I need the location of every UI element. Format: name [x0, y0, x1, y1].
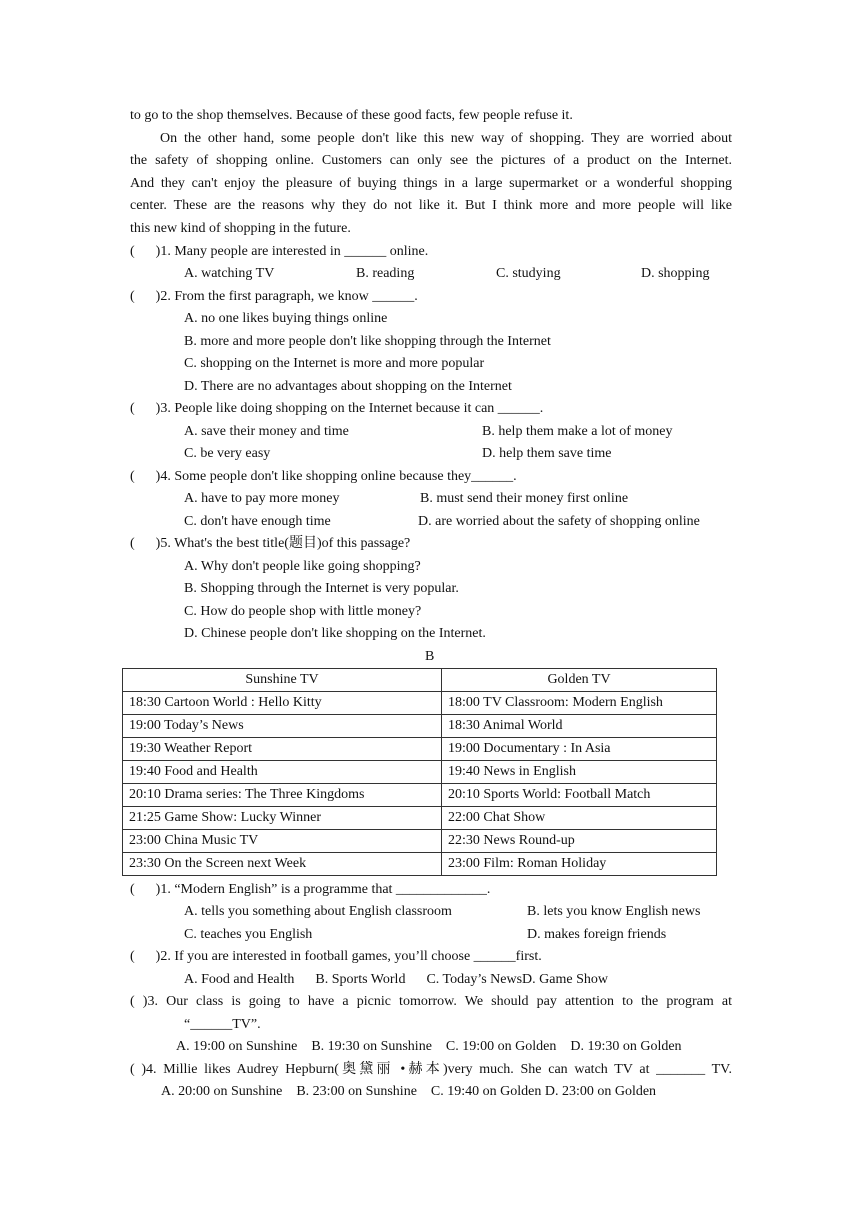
question-b1-option-a: A. tells you something about English classroom	[184, 904, 452, 919]
question-a2-stem: ( )2. From the first paragraph, we know ______.	[130, 289, 418, 304]
question-b4-stem: ( )4. Millie likes Audrey Hepburn(奥黛丽 •赫本)very much. She can watch TV at _______ TV.	[130, 1062, 732, 1077]
question-a1-option-a: A. watching TV	[184, 266, 275, 281]
question-a3-option-a: A. save their money and time	[184, 424, 349, 439]
question-a1-option-c: C. studying	[496, 266, 561, 281]
passage-line-5: center. These are the reasons why they do not like it. But I think more and more people will like	[130, 198, 732, 213]
table-cell: 19:40 Food and Health	[123, 761, 442, 784]
table-row	[123, 853, 717, 876]
question-a4-option-c: C. don't have enough time	[184, 514, 331, 529]
table-cell: 18:30 Cartoon World : Hello Kitty	[123, 692, 442, 715]
question-b1-option-c: C. teaches you English	[184, 927, 313, 942]
question-a5-option-d: D. Chinese people don't like shopping on the Internet.	[184, 626, 486, 641]
table-cell: 23:00 Film: Roman Holiday	[442, 853, 717, 876]
table-row	[123, 807, 717, 830]
table-cell: 22:30 News Round-up	[442, 830, 717, 853]
question-b1-option-b: B. lets you know English news	[527, 904, 701, 919]
question-a3-option-b: B. help them make a lot of money	[482, 424, 673, 439]
question-b3-stem: ( )3. Our class is going to have a picnic tomorrow. We should pay attention to the program at	[130, 994, 732, 1009]
question-b3-options: A. 19:00 on Sunshine B. 19:30 on Sunshine C. 19:00 on Golden D. 19:30 on Golden	[176, 1039, 682, 1054]
question-a5-option-a: A. Why don't people like going shopping?	[184, 559, 421, 574]
table-row	[123, 692, 717, 715]
table-row	[123, 761, 717, 784]
question-a3-stem: ( )3. People like doing shopping on the Internet because it can ______.	[130, 401, 544, 416]
table-header-row	[123, 669, 717, 692]
table-header-golden: Golden TV	[442, 669, 717, 692]
question-a2-option-d: D. There are no advantages about shopping on the Internet	[184, 379, 512, 394]
table-cell: 20:10 Sports World: Football Match	[442, 784, 717, 807]
passage-line-1: to go to the shop themselves. Because of these good facts, few people refuse it.	[130, 108, 573, 123]
question-b1-option-d: D. makes foreign friends	[527, 927, 667, 942]
table-cell: 18:00 TV Classroom: Modern English	[442, 692, 717, 715]
table-cell: 23:30 On the Screen next Week	[123, 853, 442, 876]
question-b1-stem: ( )1. “Modern English” is a programme that _____________.	[130, 882, 491, 897]
table-row	[123, 830, 717, 853]
table-cell: 18:30 Animal World	[442, 715, 717, 738]
question-a1-option-d: D. shopping	[641, 266, 710, 281]
question-a2-option-c: C. shopping on the Internet is more and more popular	[184, 356, 485, 371]
question-a4-option-b: B. must send their money first online	[420, 491, 629, 506]
table-cell: 23:00 China Music TV	[123, 830, 442, 853]
table-cell: 20:10 Drama series: The Three Kingdoms	[123, 784, 442, 807]
question-a3-option-d: D. help them save time	[482, 446, 612, 461]
question-b2-stem: ( )2. If you are interested in football games, you’ll choose ______first.	[130, 949, 542, 964]
question-a2-option-a: A. no one likes buying things online	[184, 311, 388, 326]
tv-schedule-table	[122, 668, 717, 876]
question-a5-stem: ( )5. What's the best title(题目)of this passage?	[130, 536, 411, 551]
passage-line-3: the safety of shopping online. Customers can only see the pictures of a product on the Internet.	[130, 153, 732, 168]
table-cell: 22:00 Chat Show	[442, 807, 717, 830]
question-a3-option-c: C. be very easy	[184, 446, 271, 461]
question-a4-option-a: A. have to pay more money	[184, 491, 340, 506]
table-cell: 19:30 Weather Report	[123, 738, 442, 761]
passage-line-4: And they can't enjoy the pleasure of buying things in a large supermarket or a wonderful shopping	[130, 176, 732, 191]
table-row	[123, 738, 717, 761]
question-a5-option-b: B. Shopping through the Internet is very popular.	[184, 581, 459, 596]
table-row	[123, 784, 717, 807]
table-cell: 19:00 Today’s News	[123, 715, 442, 738]
table-cell: 19:00 Documentary : In Asia	[442, 738, 717, 761]
table-row	[123, 715, 717, 738]
question-a1-stem: ( )1. Many people are interested in ______ online.	[130, 244, 429, 259]
question-b2-options: A. Food and Health B. Sports World C. Today’s NewsD. Game Show	[184, 972, 608, 987]
question-a4-option-d: D. are worried about the safety of shopping online	[418, 514, 700, 529]
question-a1-option-b: B. reading	[356, 266, 415, 281]
passage-line-6: this new kind of shopping in the future.	[130, 221, 351, 236]
question-a4-stem: ( )4. Some people don't like shopping online because they______.	[130, 469, 517, 484]
question-b3-stem-continued: “______TV”.	[184, 1017, 261, 1032]
table-header-sunshine: Sunshine TV	[123, 669, 442, 692]
question-a5-option-c: C. How do people shop with little money?	[184, 604, 422, 619]
passage-line-2: On the other hand, some people don't like this new way of shopping. They are worried about	[160, 131, 732, 146]
table-cell: 19:40 News in English	[442, 761, 717, 784]
section-b-label: B	[425, 649, 435, 664]
question-a2-option-b: B. more and more people don't like shopping through the Internet	[184, 334, 551, 349]
table-cell: 21:25 Game Show: Lucky Winner	[123, 807, 442, 830]
question-b4-options: A. 20:00 on Sunshine B. 23:00 on Sunshine C. 19:40 on Golden D. 23:00 on Golden	[161, 1084, 657, 1099]
